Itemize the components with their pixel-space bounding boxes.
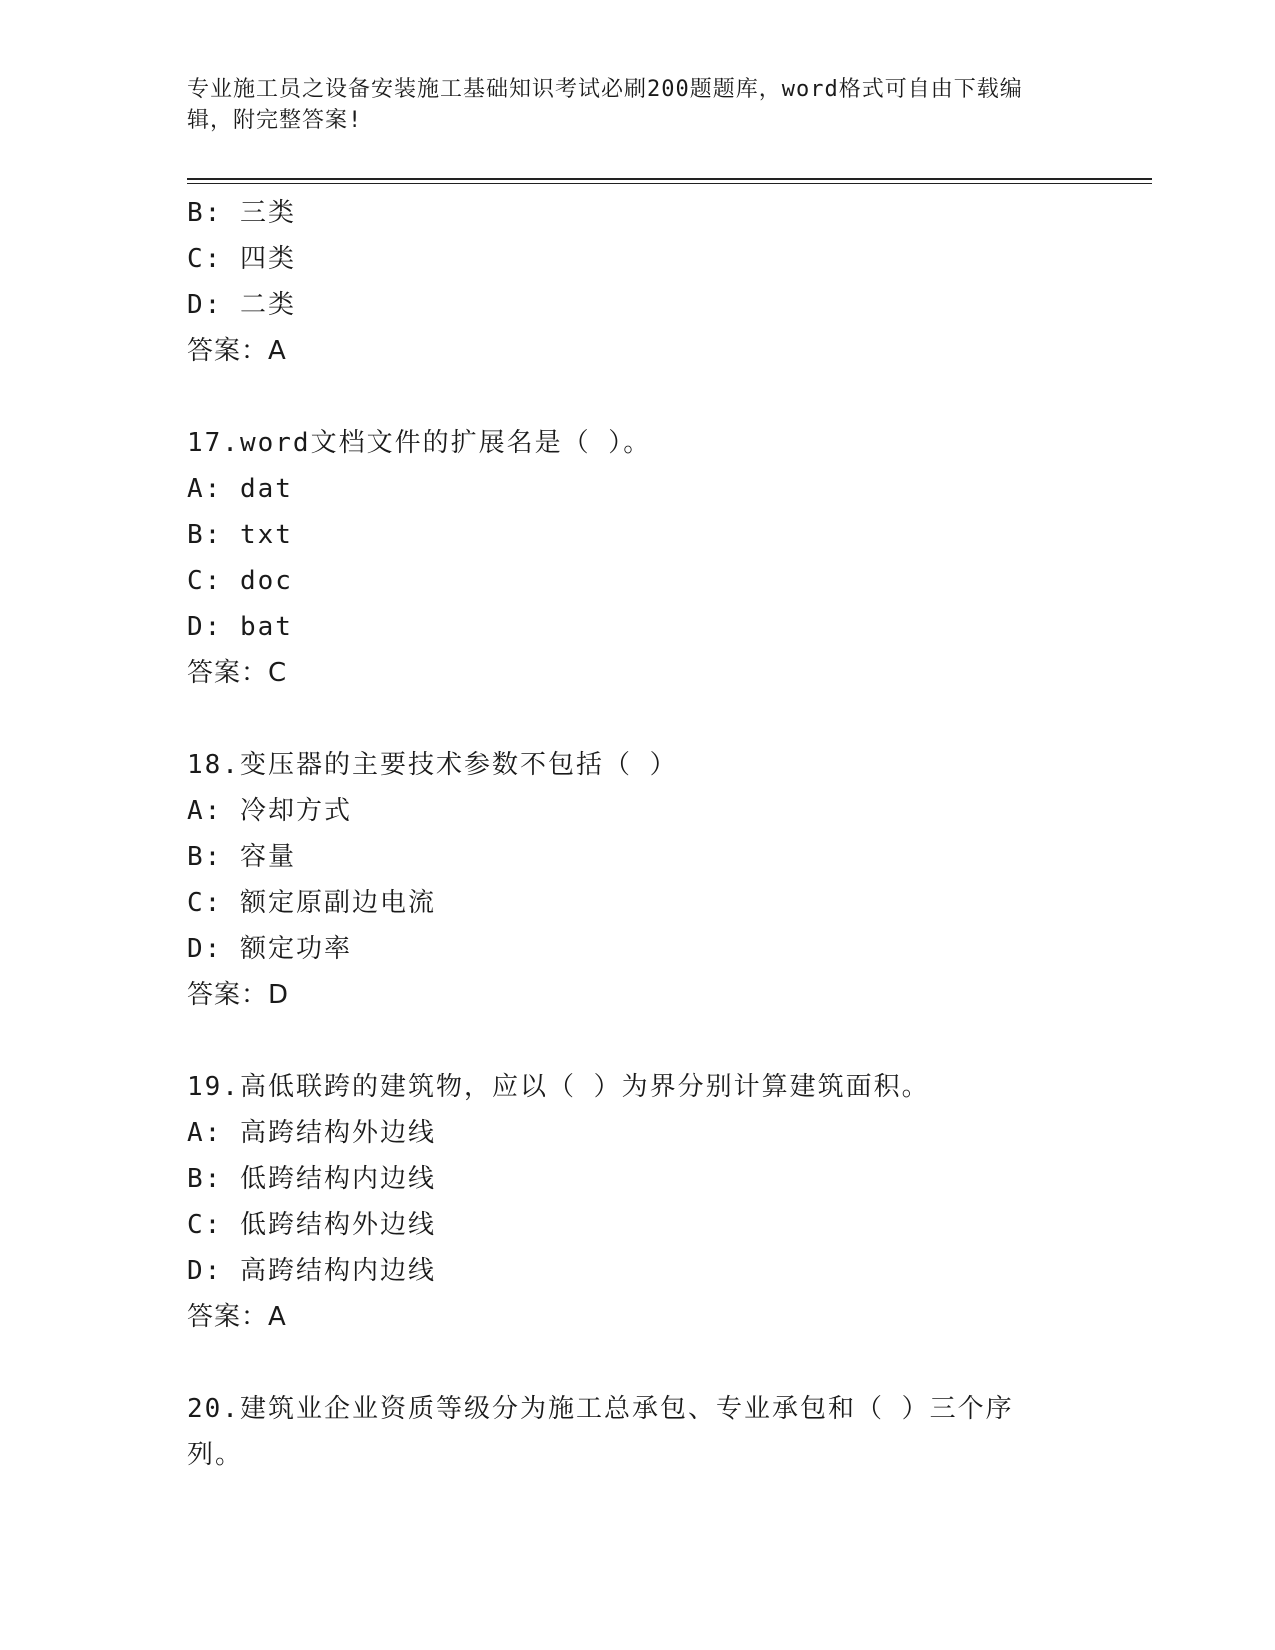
answer-line: 答案：C (187, 658, 288, 688)
option-c: C: 四类 (187, 244, 296, 274)
option-b: B: 容量 (187, 842, 296, 872)
option-c: C: doc (187, 566, 293, 596)
question-stem: 20.建筑业企业资质等级分为施工总承包、专业承包和（ ）三个序列。 (187, 1394, 1014, 1470)
question-16-tail (187, 190, 1087, 374)
spacer (187, 374, 1087, 420)
question-17 (187, 420, 1087, 696)
question-stem: 19.高低联跨的建筑物，应以（ ）为界分别计算建筑面积。 (187, 1072, 930, 1102)
option-a: A: 冷却方式 (187, 796, 352, 826)
option-b: B: 低跨结构内边线 (187, 1164, 436, 1194)
option-a: A: 高跨结构外边线 (187, 1118, 436, 1148)
option-d: D: 高跨结构内边线 (187, 1256, 436, 1286)
option-d: D: 额定功率 (187, 934, 352, 964)
question-19 (187, 1064, 1087, 1340)
question-stem: 18.变压器的主要技术参数不包括（ ） (187, 750, 678, 780)
spacer (187, 696, 1087, 742)
option-d: D: bat (187, 612, 293, 642)
question-20 (187, 1386, 1087, 1478)
answer-line: 答案：A (187, 336, 287, 366)
header-rule-thin (187, 183, 1152, 184)
spacer (187, 1018, 1087, 1064)
option-b: B: 三类 (187, 198, 296, 228)
document-title: 专业施工员之设备安装施工基础知识考试必刷200题题库，word格式可自由下载编辑，附完整答案! (187, 77, 1023, 133)
spacer (187, 1340, 1087, 1386)
option-a: A: dat (187, 474, 293, 504)
option-d: D: 二类 (187, 290, 296, 320)
option-b: B: txt (187, 520, 293, 550)
header-rule-thick (187, 178, 1152, 180)
question-stem: 17.word文档文件的扩展名是（ ）。 (187, 428, 652, 458)
answer-line: 答案：D (187, 980, 290, 1010)
answer-line: 答案：A (187, 1302, 287, 1332)
option-c: C: 低跨结构外边线 (187, 1210, 436, 1240)
question-18 (187, 742, 1087, 1018)
question-list (187, 190, 1087, 1478)
option-c: C: 额定原副边电流 (187, 888, 436, 918)
document-header (187, 74, 1067, 136)
